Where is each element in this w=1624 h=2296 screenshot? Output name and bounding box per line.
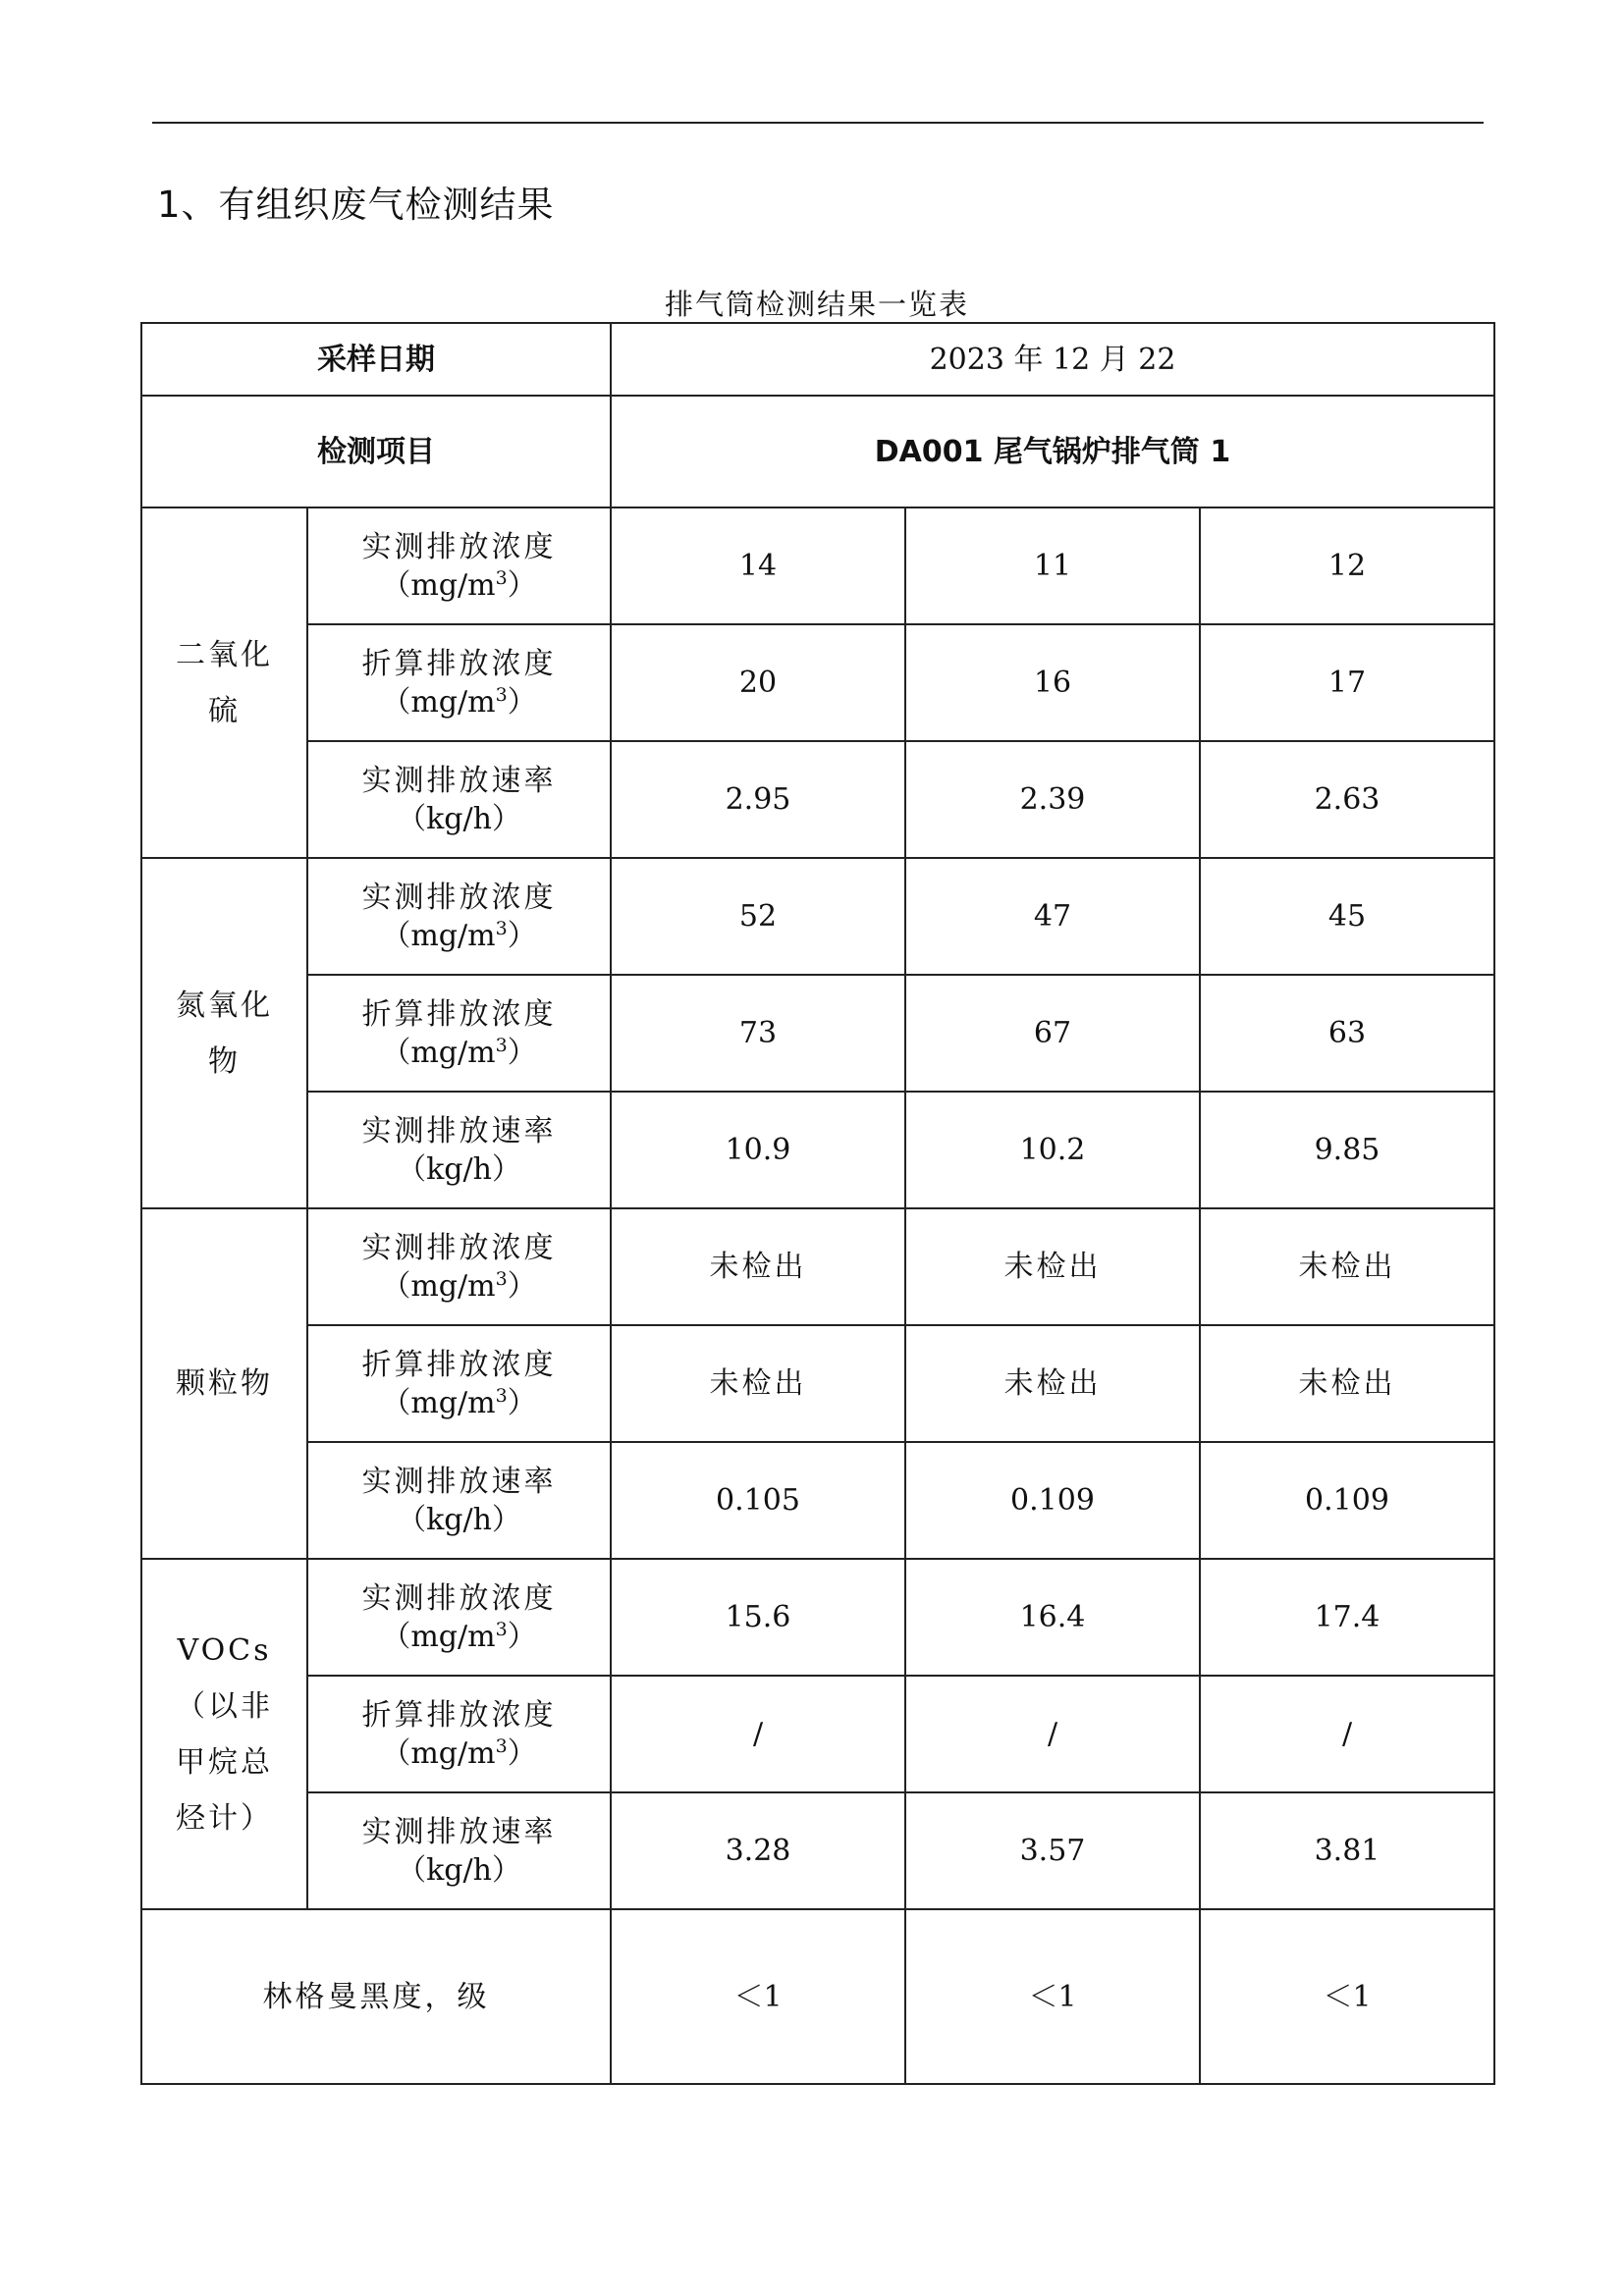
table-row	[141, 1208, 1494, 1325]
unit-base: （mg/m	[381, 1735, 496, 1771]
value-cell: 16	[905, 624, 1200, 741]
header-rule	[152, 122, 1484, 124]
value-cell: 14	[611, 507, 905, 624]
unit-base: （kg/h）	[397, 1852, 521, 1888]
unit-base: （mg/m	[381, 684, 496, 720]
unit-superscript: 3	[495, 1618, 508, 1640]
results-table	[140, 322, 1495, 2085]
parameter-cell	[307, 741, 611, 858]
value-cell: 47	[905, 858, 1200, 975]
ringelmann-row	[141, 1909, 1494, 2084]
parameter-unit	[308, 1618, 610, 1656]
value-cell: 未检出	[1200, 1208, 1494, 1325]
value-cell: 0.109	[905, 1442, 1200, 1559]
unit-base: （kg/h）	[397, 1151, 521, 1187]
parameter-unit	[308, 566, 610, 605]
parameter-unit	[308, 800, 610, 838]
sampling-date-row	[141, 323, 1494, 396]
value-cell: 11	[905, 507, 1200, 624]
parameter-name: 实测排放速率	[361, 763, 557, 798]
parameter-cell	[307, 1676, 611, 1792]
parameter-unit	[308, 683, 610, 721]
unit-superscript: 3	[495, 917, 508, 939]
unit-superscript: 3	[495, 1034, 508, 1056]
unit-close: ）	[507, 1035, 537, 1070]
table-row	[141, 1559, 1494, 1676]
value-cell: 45	[1200, 858, 1494, 975]
parameter-cell	[307, 507, 611, 624]
value-cell: ＜1	[1200, 1909, 1494, 2084]
pollutant-label: 氮氧化物	[176, 988, 273, 1079]
parameter-cell	[307, 1208, 611, 1325]
parameter-name: 实测排放浓度	[361, 1580, 557, 1616]
sampling-date-value: 2023 年 12 月 22	[611, 323, 1494, 396]
parameter-name: 折算排放浓度	[361, 646, 557, 681]
table-row	[141, 975, 1494, 1092]
unit-superscript: 3	[495, 683, 508, 706]
value-cell: /	[611, 1676, 905, 1792]
value-cell: 3.57	[905, 1792, 1200, 1909]
parameter-unit	[308, 1735, 610, 1773]
parameter-name: 折算排放浓度	[361, 1697, 557, 1733]
pollutant-label: 颗粒物	[176, 1366, 273, 1401]
section-heading: 1、有组织废气检测结果	[157, 184, 555, 226]
unit-close: ）	[507, 567, 537, 603]
value-cell: 未检出	[1200, 1325, 1494, 1442]
value-cell: 3.28	[611, 1792, 905, 1909]
parameter-name: 实测排放浓度	[361, 529, 557, 564]
value-cell: 2.39	[905, 741, 1200, 858]
table-row	[141, 858, 1494, 975]
value-cell: 10.9	[611, 1092, 905, 1208]
value-cell: 0.105	[611, 1442, 905, 1559]
table-caption: 排气筒检测结果一览表	[664, 288, 969, 321]
parameter-name: 实测排放速率	[361, 1814, 557, 1849]
value-cell: 52	[611, 858, 905, 975]
ringelmann-label: 林格曼黑度，级	[141, 1909, 611, 2084]
unit-base: （kg/h）	[397, 801, 521, 836]
unit-base: （mg/m	[381, 1268, 496, 1304]
unit-base: （mg/m	[381, 567, 496, 603]
value-cell: ＜1	[905, 1909, 1200, 2084]
pollutant-group-cell	[141, 507, 307, 858]
parameter-name: 实测排放速率	[361, 1113, 557, 1148]
value-cell: 67	[905, 975, 1200, 1092]
value-cell: 73	[611, 975, 905, 1092]
value-cell: 未检出	[905, 1208, 1200, 1325]
value-cell: 未检出	[611, 1325, 905, 1442]
unit-close: ）	[507, 1735, 537, 1771]
table-row	[141, 741, 1494, 858]
parameter-cell	[307, 1559, 611, 1676]
value-cell: 未检出	[905, 1325, 1200, 1442]
value-cell: 9.85	[1200, 1092, 1494, 1208]
parameter-name: 实测排放浓度	[361, 1230, 557, 1265]
unit-close: ）	[507, 1268, 537, 1304]
unit-base: （mg/m	[381, 1619, 496, 1654]
unit-close: ）	[507, 1385, 537, 1420]
unit-base: （kg/h）	[397, 1502, 521, 1537]
sampling-date-label: 采样日期	[141, 323, 611, 396]
value-cell: 17.4	[1200, 1559, 1494, 1676]
table-row	[141, 1442, 1494, 1559]
parameter-cell	[307, 624, 611, 741]
value-cell: 2.95	[611, 741, 905, 858]
parameter-cell	[307, 1792, 611, 1909]
parameter-unit	[308, 1501, 610, 1539]
test-item-value: DA001 尾气锅炉排气筒 1	[611, 396, 1494, 507]
pollutant-group-cell	[141, 1559, 307, 1909]
value-cell: 10.2	[905, 1092, 1200, 1208]
parameter-unit	[308, 1267, 610, 1306]
parameter-unit	[308, 1034, 610, 1072]
value-cell: 2.63	[1200, 741, 1494, 858]
parameter-cell	[307, 1325, 611, 1442]
value-cell: 15.6	[611, 1559, 905, 1676]
table-row	[141, 1092, 1494, 1208]
table-row	[141, 507, 1494, 624]
test-item-row	[141, 396, 1494, 507]
table-row	[141, 1792, 1494, 1909]
parameter-name: 实测排放速率	[361, 1464, 557, 1499]
value-cell: 20	[611, 624, 905, 741]
unit-superscript: 3	[495, 566, 508, 589]
unit-superscript: 3	[495, 1384, 508, 1407]
parameter-unit	[308, 1851, 610, 1890]
parameter-unit	[308, 917, 610, 955]
unit-close: ）	[507, 1619, 537, 1654]
value-cell: 0.109	[1200, 1442, 1494, 1559]
parameter-name: 折算排放浓度	[361, 1347, 557, 1382]
unit-base: （mg/m	[381, 918, 496, 953]
unit-superscript: 3	[495, 1267, 508, 1290]
parameter-cell	[307, 1442, 611, 1559]
unit-close: ）	[507, 684, 537, 720]
parameter-unit	[308, 1150, 610, 1189]
value-cell: 63	[1200, 975, 1494, 1092]
unit-superscript: 3	[495, 1735, 508, 1757]
parameter-unit	[308, 1384, 610, 1422]
value-cell: 17	[1200, 624, 1494, 741]
table-row	[141, 1676, 1494, 1792]
parameter-cell	[307, 1092, 611, 1208]
parameter-cell	[307, 975, 611, 1092]
parameter-cell	[307, 858, 611, 975]
unit-base: （mg/m	[381, 1385, 496, 1420]
table-row	[141, 1325, 1494, 1442]
unit-close: ）	[507, 918, 537, 953]
value-cell: 3.81	[1200, 1792, 1494, 1909]
pollutant-label: 二氧化硫	[176, 637, 273, 728]
test-item-label: 检测项目	[141, 396, 611, 507]
pollutant-group-cell	[141, 1208, 307, 1559]
value-cell: /	[1200, 1676, 1494, 1792]
value-cell: 16.4	[905, 1559, 1200, 1676]
table-row	[141, 624, 1494, 741]
value-cell: 未检出	[611, 1208, 905, 1325]
pollutant-group-cell	[141, 858, 307, 1208]
value-cell: 12	[1200, 507, 1494, 624]
unit-base: （mg/m	[381, 1035, 496, 1070]
value-cell: ＜1	[611, 1909, 905, 2084]
pollutant-label: VOCs（以非甲烷总烃计）	[176, 1632, 273, 1836]
parameter-name: 折算排放浓度	[361, 996, 557, 1032]
parameter-name: 实测排放浓度	[361, 880, 557, 915]
value-cell: /	[905, 1676, 1200, 1792]
